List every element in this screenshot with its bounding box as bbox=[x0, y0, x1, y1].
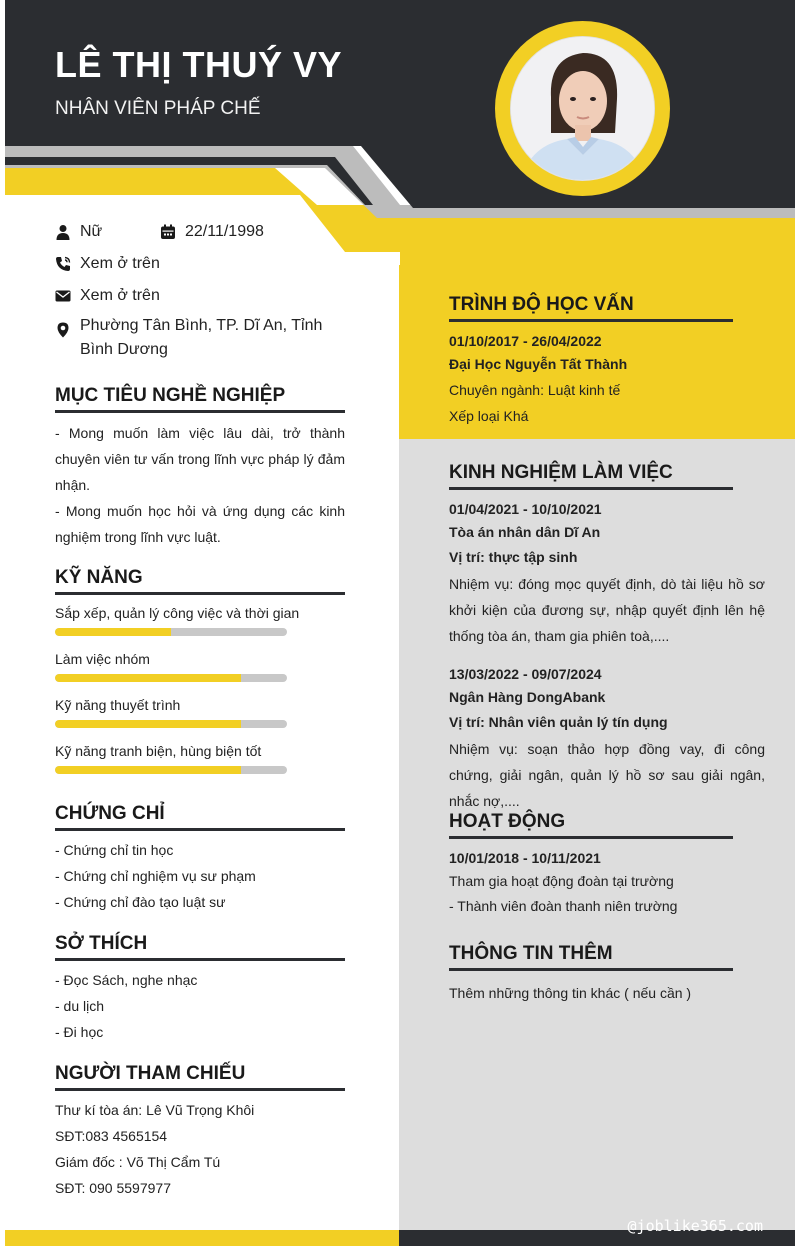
job-position: Vị trí: Nhân viên quản lý tín dụng bbox=[449, 714, 668, 730]
footer-yellow-bar bbox=[5, 1230, 399, 1246]
birthdate-value: 22/11/1998 bbox=[185, 223, 264, 240]
education-major: Chuyên ngành: Luật kinh tế bbox=[449, 382, 621, 398]
skill-bar bbox=[55, 720, 287, 728]
map-pin-icon bbox=[55, 322, 71, 338]
gender-value: Nữ bbox=[80, 223, 103, 240]
job-org: Tòa án nhân dân Dĩ An bbox=[449, 524, 601, 540]
activity-details bbox=[449, 869, 677, 919]
objective-text bbox=[55, 420, 345, 550]
job-title: NHÂN VIÊN PHÁP CHẾ bbox=[55, 98, 261, 119]
certificates-list bbox=[55, 837, 256, 915]
list-item: - Chứng chỉ đào tạo luật sư bbox=[55, 894, 226, 910]
candidate-name: LÊ THỊ THUÝ VY bbox=[55, 44, 343, 85]
objective-title: MỤC TIÊU NGHỀ NGHIỆP bbox=[55, 385, 345, 413]
address-value bbox=[80, 314, 322, 362]
job-date: 01/04/2021 - 10/10/2021 bbox=[449, 501, 602, 517]
calendar-icon bbox=[160, 224, 176, 240]
skill-bar bbox=[55, 674, 287, 682]
list-item: - Chứng chỉ tin học bbox=[55, 842, 174, 858]
cv-page bbox=[5, 0, 795, 1246]
objective-para-2: - Mong muốn học hỏi và ứng dụng các kinh nghiệm trong lĩnh vực luật. bbox=[55, 503, 345, 545]
envelope-icon bbox=[55, 288, 71, 304]
skill-bar-fill bbox=[55, 766, 241, 774]
contact-phone bbox=[55, 255, 160, 273]
contact-birthdate bbox=[160, 223, 264, 241]
user-icon bbox=[55, 224, 71, 240]
skill-bar-fill bbox=[55, 674, 241, 682]
list-item: Thư kí tòa án: Lê Vũ Trọng Khôi bbox=[55, 1102, 255, 1118]
references-list bbox=[55, 1097, 254, 1201]
phone-value: Xem ở trên bbox=[80, 255, 160, 272]
education-rank: Xếp loại Khá bbox=[449, 408, 529, 424]
contact-gender bbox=[55, 223, 102, 241]
education-school: Đại Học Nguyễn Tất Thành bbox=[449, 356, 628, 372]
list-item: SĐT:083 4565154 bbox=[55, 1128, 168, 1144]
skill-label: Kỹ năng tranh biện, hùng biện tốt bbox=[55, 743, 262, 759]
experience-title: KINH NGHIỆM LÀM VIỆC bbox=[449, 462, 733, 490]
job-description: Nhiệm vụ: đóng mọc quyết định, dò tài liệu hồ sơ khởi kiện của đương sự, nhập quyết định lên hệ thống tòa án, tham gia phiên toà,.... bbox=[449, 576, 765, 644]
contact-email bbox=[55, 287, 160, 305]
address-line-1: Phường Tân Bình, TP. Dĩ An, Tỉnh bbox=[80, 317, 323, 334]
job-description: Nhiệm vụ: soạn thảo hợp đồng vay, đi công chứng, giải ngân, quản lý hồ sơ sau giải ngân, nhắc nợ,.... bbox=[449, 741, 765, 809]
job-date: 13/03/2022 - 09/07/2024 bbox=[449, 666, 602, 682]
certificates-title: CHỨNG CHỈ bbox=[55, 803, 345, 831]
list-item: - Đọc Sách, nghe nhạc bbox=[55, 972, 198, 988]
email-value: Xem ở trên bbox=[80, 287, 160, 304]
skill-label: Sắp xếp, quản lý công việc và thời gian bbox=[55, 605, 300, 621]
skill-bar-fill bbox=[55, 628, 171, 636]
skill-bar bbox=[55, 766, 287, 774]
contact-address bbox=[55, 319, 335, 362]
skill-label: Làm việc nhóm bbox=[55, 651, 150, 667]
portrait-image bbox=[511, 37, 655, 181]
activities-title: HOẠT ĐỘNG bbox=[449, 811, 733, 839]
list-item: - Chứng chỉ nghiệm vụ sư phạm bbox=[55, 868, 256, 884]
education-title: TRÌNH ĐỘ HỌC VẤN bbox=[449, 294, 733, 322]
list-item: Giám đốc : Võ Thị Cẩm Tú bbox=[55, 1154, 221, 1170]
job-org: Ngân Hàng DongAbank bbox=[449, 689, 606, 705]
hobbies-title: SỞ THÍCH bbox=[55, 933, 345, 961]
activity-line: - Thành viên đoàn thanh niên trường bbox=[449, 898, 678, 914]
skills-title: KỸ NĂNG bbox=[55, 567, 345, 595]
watermark: @joblike365.com bbox=[627, 1217, 763, 1235]
address-line-2: Bình Dương bbox=[80, 341, 168, 358]
skill-bar-fill bbox=[55, 720, 241, 728]
activity-line: Tham gia hoạt động đoàn tại trường bbox=[449, 873, 674, 889]
hobbies-list bbox=[55, 967, 197, 1045]
activity-date: 10/01/2018 - 10/11/2021 bbox=[449, 850, 601, 866]
phone-icon bbox=[55, 256, 71, 272]
objective-para-1: - Mong muốn làm việc lâu dài, trở thành chuyên viên tư vấn trong lĩnh vực pháp lý đảm nhận. bbox=[55, 425, 345, 493]
list-item: - du lịch bbox=[55, 998, 105, 1014]
extra-info-text: Thêm những thông tin khác ( nếu cần ) bbox=[449, 985, 692, 1001]
list-item: SĐT: 090 5597977 bbox=[55, 1180, 171, 1196]
references-title: NGƯỜI THAM CHIẾU bbox=[55, 1063, 345, 1091]
extra-info-title: THÔNG TIN THÊM bbox=[449, 943, 733, 971]
skill-label: Kỹ năng thuyết trình bbox=[55, 697, 181, 713]
list-item: - Đi học bbox=[55, 1024, 104, 1040]
education-date: 01/10/2017 - 26/04/2022 bbox=[449, 333, 602, 349]
profile-photo bbox=[510, 36, 655, 181]
skill-bar bbox=[55, 628, 287, 636]
education-details bbox=[449, 377, 620, 429]
job-position: Vị trí: thực tập sinh bbox=[449, 549, 578, 565]
